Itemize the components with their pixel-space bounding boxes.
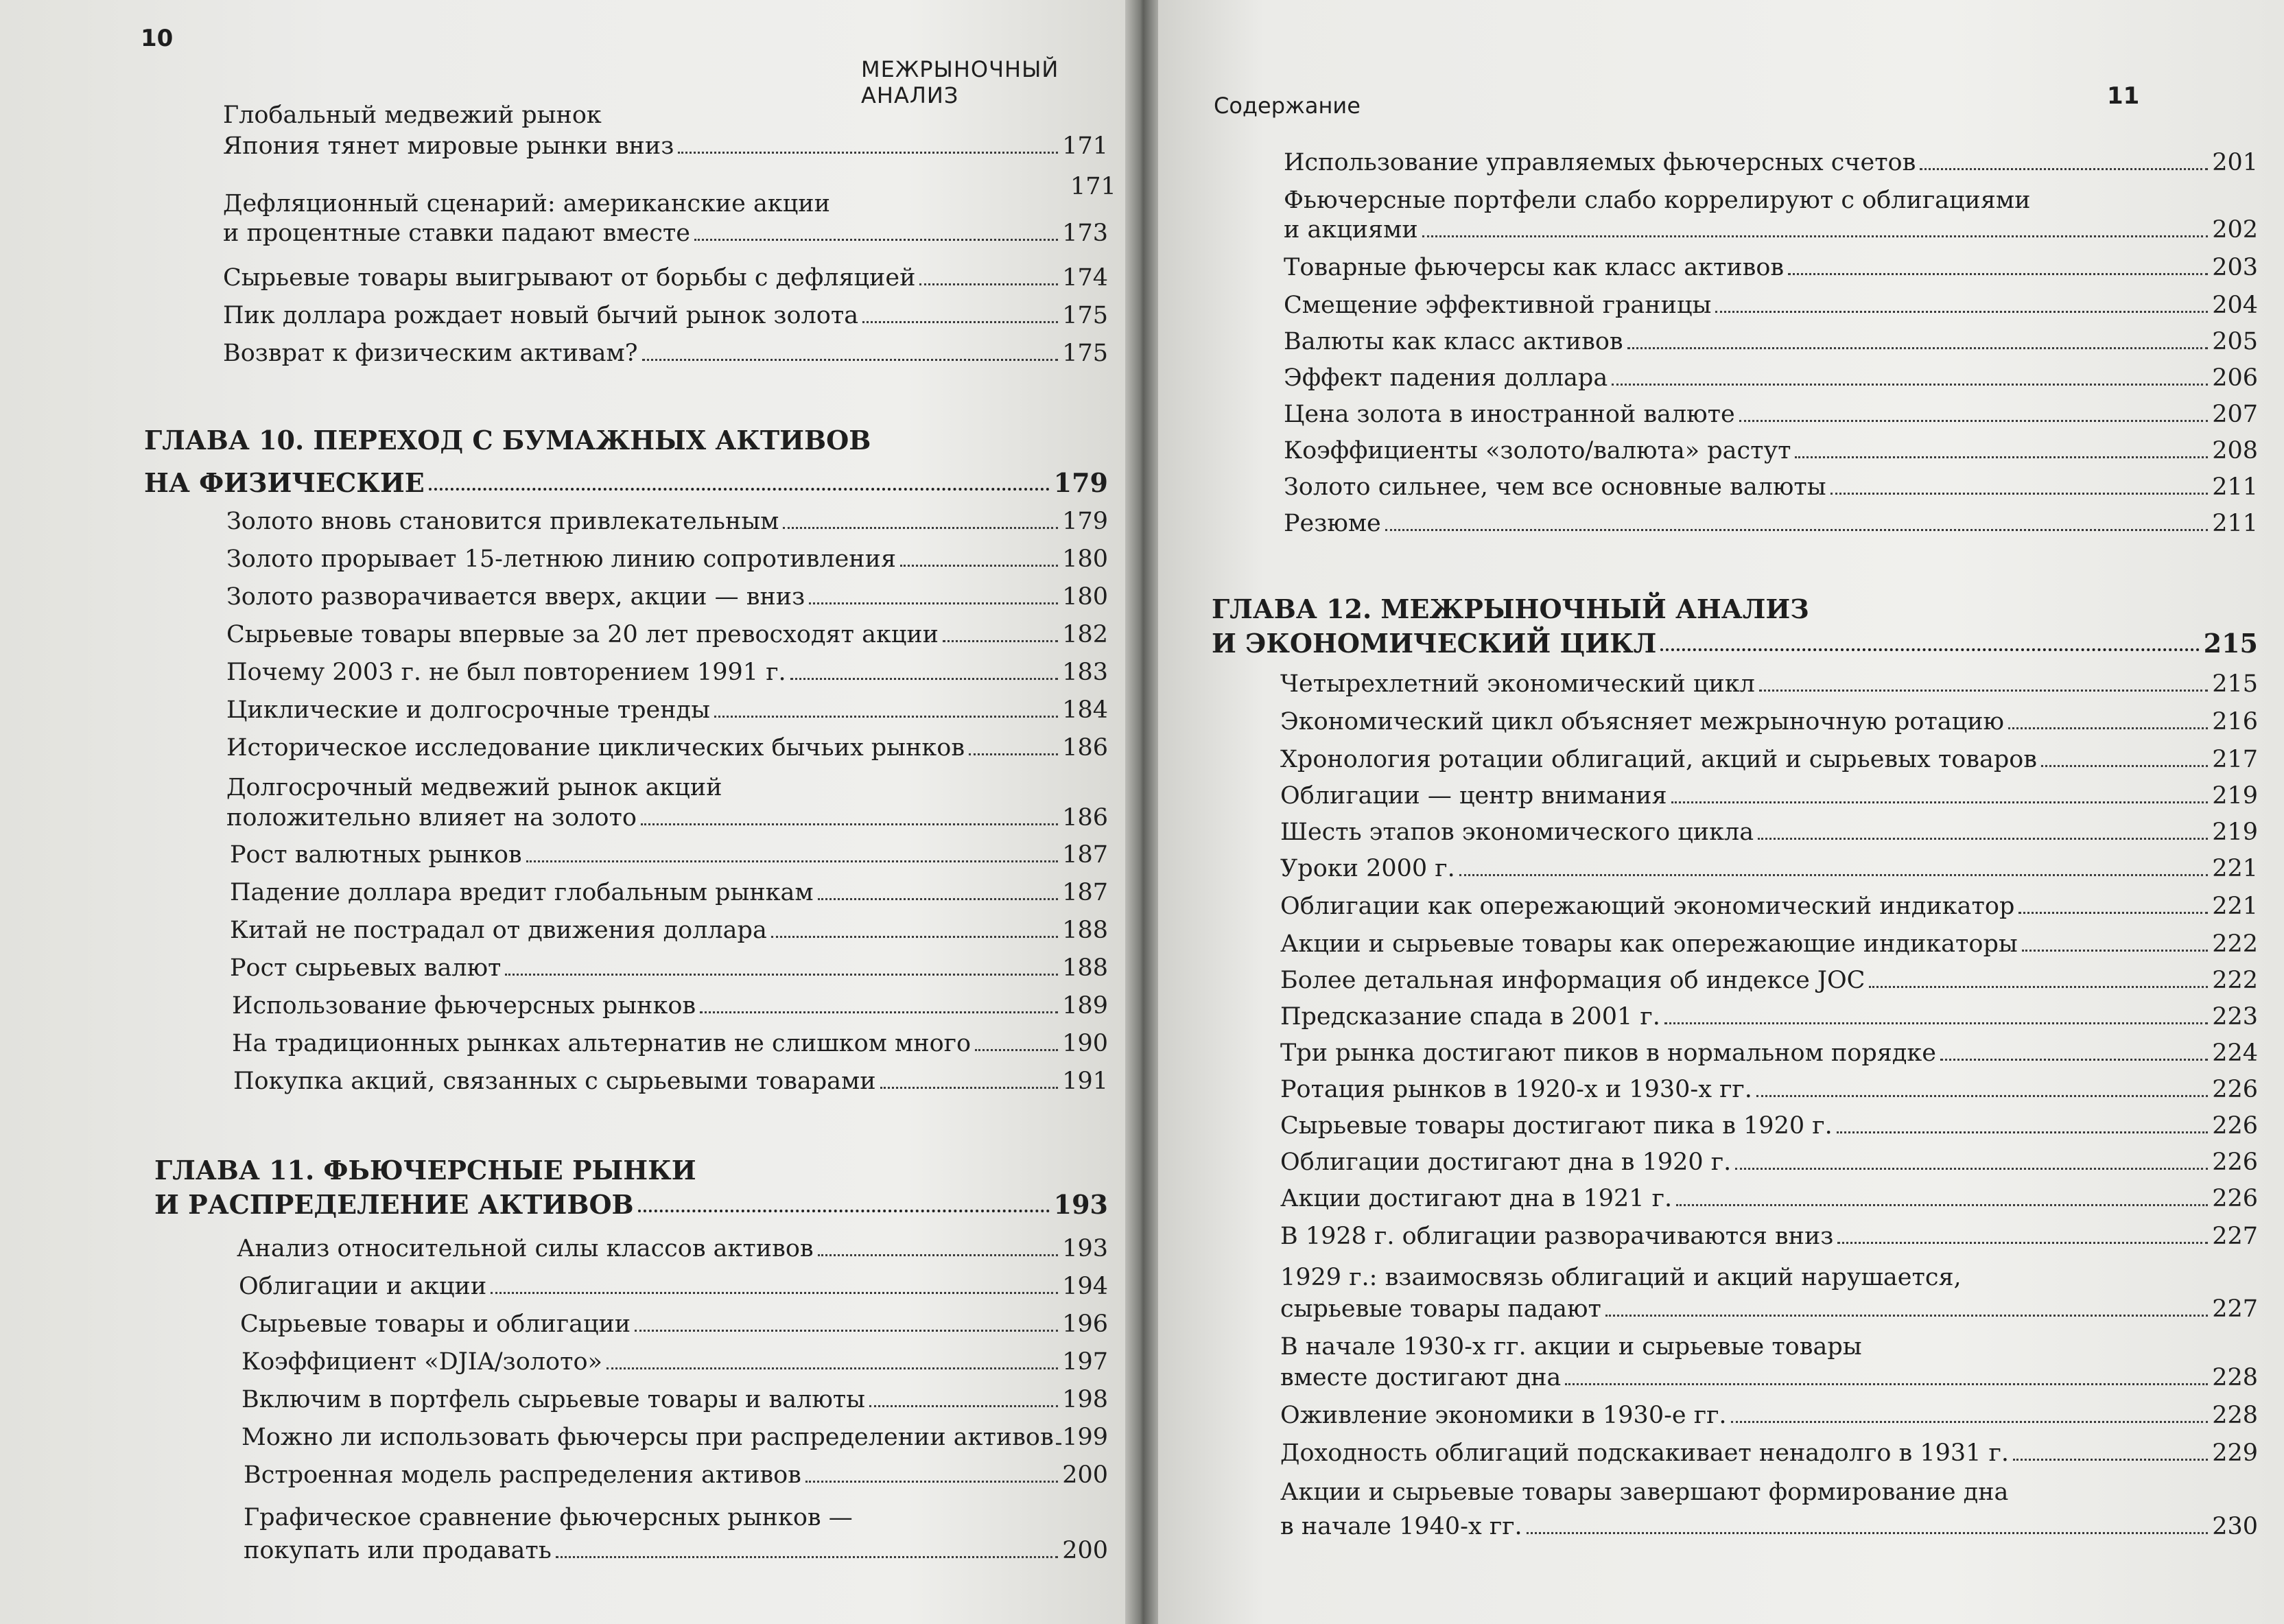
running-head: Содержание — [1214, 93, 1361, 119]
toc-entry: Хронология ротации облигаций, акций и сырьевых товаров 217 — [1280, 746, 2258, 773]
toc-page: 171 — [1070, 173, 1116, 200]
toc-entry-title: 1929 г.: взаимосвязь облигаций и акций нарушается, — [1280, 1264, 1962, 1291]
running-head: МЕЖРЫНОЧНЫЙ АНАЛИЗ — [861, 56, 1059, 108]
toc-entry: Облигации как опережающий экономический индикатор 221 — [1280, 893, 2258, 920]
toc-entry: Предсказание спада в 2001 г. 223 — [1280, 1003, 2258, 1031]
toc-entry: Историческое исследование циклических бычьих рынков 186 — [226, 734, 1108, 762]
toc-entry: Пик доллара рождает новый бычий рынок золота 175 — [223, 302, 1108, 329]
toc-entry: Анализ относительной силы классов активов 193 — [237, 1235, 1108, 1262]
toc-entry: Более детальная информация об индексе JOC 222 — [1280, 967, 2258, 994]
chapter-entry: И РАСПРЕДЕЛЕНИЕ АКТИВОВ 193 — [154, 1189, 1108, 1220]
toc-entry: Циклические и долгосрочные тренды 184 — [226, 696, 1108, 724]
toc-entry: положительно влияет на золото 186 — [226, 804, 1108, 832]
toc-entry: Цена золота в иностранной валюте 207 — [1284, 401, 2258, 428]
toc-entry: Коэффициент «DJIA/золото» 197 — [242, 1348, 1108, 1376]
toc-entry: На традиционных рынках альтернатив не слишком много 190 — [232, 1030, 1108, 1057]
toc-entry: Покупка акций, связанных с сырьевыми товарами 191 — [233, 1068, 1108, 1095]
toc-entry: и процентные ставки падают вместе 173 — [223, 220, 1108, 247]
toc-entry: вместе достигают дна 228 — [1280, 1364, 2258, 1391]
toc-entry: Четырехлетний экономический цикл 215 — [1280, 670, 2258, 698]
toc-entry: Использование фьючерсных рынков 189 — [232, 992, 1108, 1020]
toc-entry: Япония тянет мировые рынки вниз 171 — [223, 132, 1108, 160]
toc-entry: Сырьевые товары достигают пика в 1920 г. 226 — [1280, 1112, 2258, 1140]
toc-entry-title: Дефляционный сценарий: американские акции — [223, 190, 830, 217]
chapter-title: ГЛАВА 11. ФЬЮЧЕРСНЫЕ РЫНКИ — [154, 1155, 696, 1186]
toc-entry: Экономический цикл объясняет межрыночную ротацию 216 — [1280, 708, 2258, 735]
toc-entry: Резюме 211 — [1284, 510, 2258, 537]
toc-entry: Три рынка достигают пиков в нормальном порядке 224 — [1280, 1039, 2258, 1067]
page-number: 11 — [2107, 82, 2140, 110]
toc-entry: Коэффициенты «золото/валюта» растут 208 — [1284, 437, 2258, 464]
toc-entry: Использование управляемых фьючерсных счетов 201 — [1284, 149, 2258, 176]
toc-entry: Акции достигают дна в 1921 г. 226 — [1280, 1185, 2258, 1212]
toc-entry: Включим в портфель сырьевые товары и валюты 198 — [242, 1386, 1108, 1413]
toc-entry: Шесть этапов экономического цикла 219 — [1280, 819, 2258, 846]
toc-entry: Облигации достигают дна в 1920 г. 226 — [1280, 1149, 2258, 1176]
toc-entry: в начале 1940-х гг. 230 — [1280, 1513, 2258, 1540]
toc-entry: Золото прорывает 15-летнюю линию сопротивления 180 — [226, 545, 1108, 573]
toc-entry: Доходность облигаций подскакивает ненадолго в 1931 г. 229 — [1280, 1439, 2258, 1467]
chapter-title: ГЛАВА 12. МЕЖРЫНОЧНЫЙ АНАЛИЗ — [1212, 593, 1809, 624]
toc-entry: покупать или продавать 200 — [244, 1537, 1108, 1564]
toc-entry: сырьевые товары падают 227 — [1280, 1295, 2258, 1323]
toc-entry-title: Графическое сравнение фьючерсных рынков — — [244, 1504, 853, 1531]
toc-entry: Сырьевые товары выигрывают от борьбы с дефляцией 174 — [223, 264, 1108, 292]
toc-entry: Оживление экономики в 1930-е гг. 228 — [1280, 1402, 2258, 1429]
toc-entry: Золото разворачивается вверх, акции — вниз 180 — [226, 583, 1108, 611]
right-page — [1150, 0, 2284, 1624]
toc-entry: Уроки 2000 г. 221 — [1280, 855, 2258, 882]
toc-entry: Почему 2003 г. не был повторением 1991 г. 183 — [226, 659, 1108, 686]
book-spine-gutter — [1125, 0, 1158, 1624]
toc-entry: Золото сильнее, чем все основные валюты 211 — [1284, 473, 2258, 501]
toc-entry: Можно ли использовать фьючерсы при распределении активов 199 — [242, 1424, 1108, 1451]
toc-entry: Товарные фьючерсы как класс активов 203 — [1284, 254, 2258, 281]
toc-entry: Золото вновь становится привлекательным 179 — [226, 508, 1108, 535]
toc-entry: Валюты как класс активов 205 — [1284, 328, 2258, 355]
toc-entry: Облигации — центр внимания 219 — [1280, 782, 2258, 810]
toc-entry: Ротация рынков в 1920-х и 1930-х гг. 226 — [1280, 1076, 2258, 1103]
toc-page: 171 — [1062, 132, 1108, 160]
toc-entry: Облигации и акции 194 — [239, 1273, 1108, 1300]
toc-entry: Сырьевые товары впервые за 20 лет превосходят акции 182 — [226, 621, 1108, 648]
toc-entry-title: Фьючерсные портфели слабо коррелируют с облигациями — [1284, 187, 2031, 214]
toc-entry: Встроенная модель распределения активов 200 — [244, 1461, 1108, 1489]
toc-entry: и акциями 202 — [1284, 216, 2258, 244]
toc-entry: Падение доллара вредит глобальным рынкам 187 — [230, 879, 1108, 906]
toc-entry: Эффект падения доллара 206 — [1284, 364, 2258, 392]
toc-entry: Рост сырьевых валют 188 — [230, 954, 1108, 982]
chapter-title: ГЛАВА 10. ПЕРЕХОД С БУМАЖНЫХ АКТИВОВ — [144, 425, 871, 456]
toc-entry: В 1928 г. облигации разворачиваются вниз 227 — [1280, 1223, 2258, 1250]
left-page — [0, 0, 1133, 1624]
toc-entry: Сырьевые товары и облигации 196 — [240, 1310, 1108, 1338]
toc-entry-title: Долгосрочный медвежий рынок акций — [226, 774, 722, 801]
toc-entry: Смещение эффективной границы 204 — [1284, 292, 2258, 319]
toc-entry: Акции и сырьевые товары как опережающие индикаторы 222 — [1280, 930, 2258, 958]
toc-entry: Рост валютных рынков 187 — [230, 841, 1108, 869]
toc-entry-title: В начале 1930-х гг. акции и сырьевые товары — [1280, 1333, 1862, 1361]
toc-entry-title: Акции и сырьевые товары завершают формирование дна — [1280, 1479, 2009, 1506]
toc-entry-title: Глобальный медвежий рынок — [223, 102, 602, 129]
toc-entry: Возврат к физическим активам? 175 — [223, 340, 1108, 367]
toc-entry: Китай не пострадал от движения доллара 188 — [230, 917, 1108, 944]
chapter-entry: И ЭКОНОМИЧЕСКИЙ ЦИКЛ 215 — [1212, 628, 2258, 659]
chapter-entry: НА ФИЗИЧЕСКИЕ 179 — [144, 467, 1108, 498]
page-number: 10 — [141, 25, 174, 52]
